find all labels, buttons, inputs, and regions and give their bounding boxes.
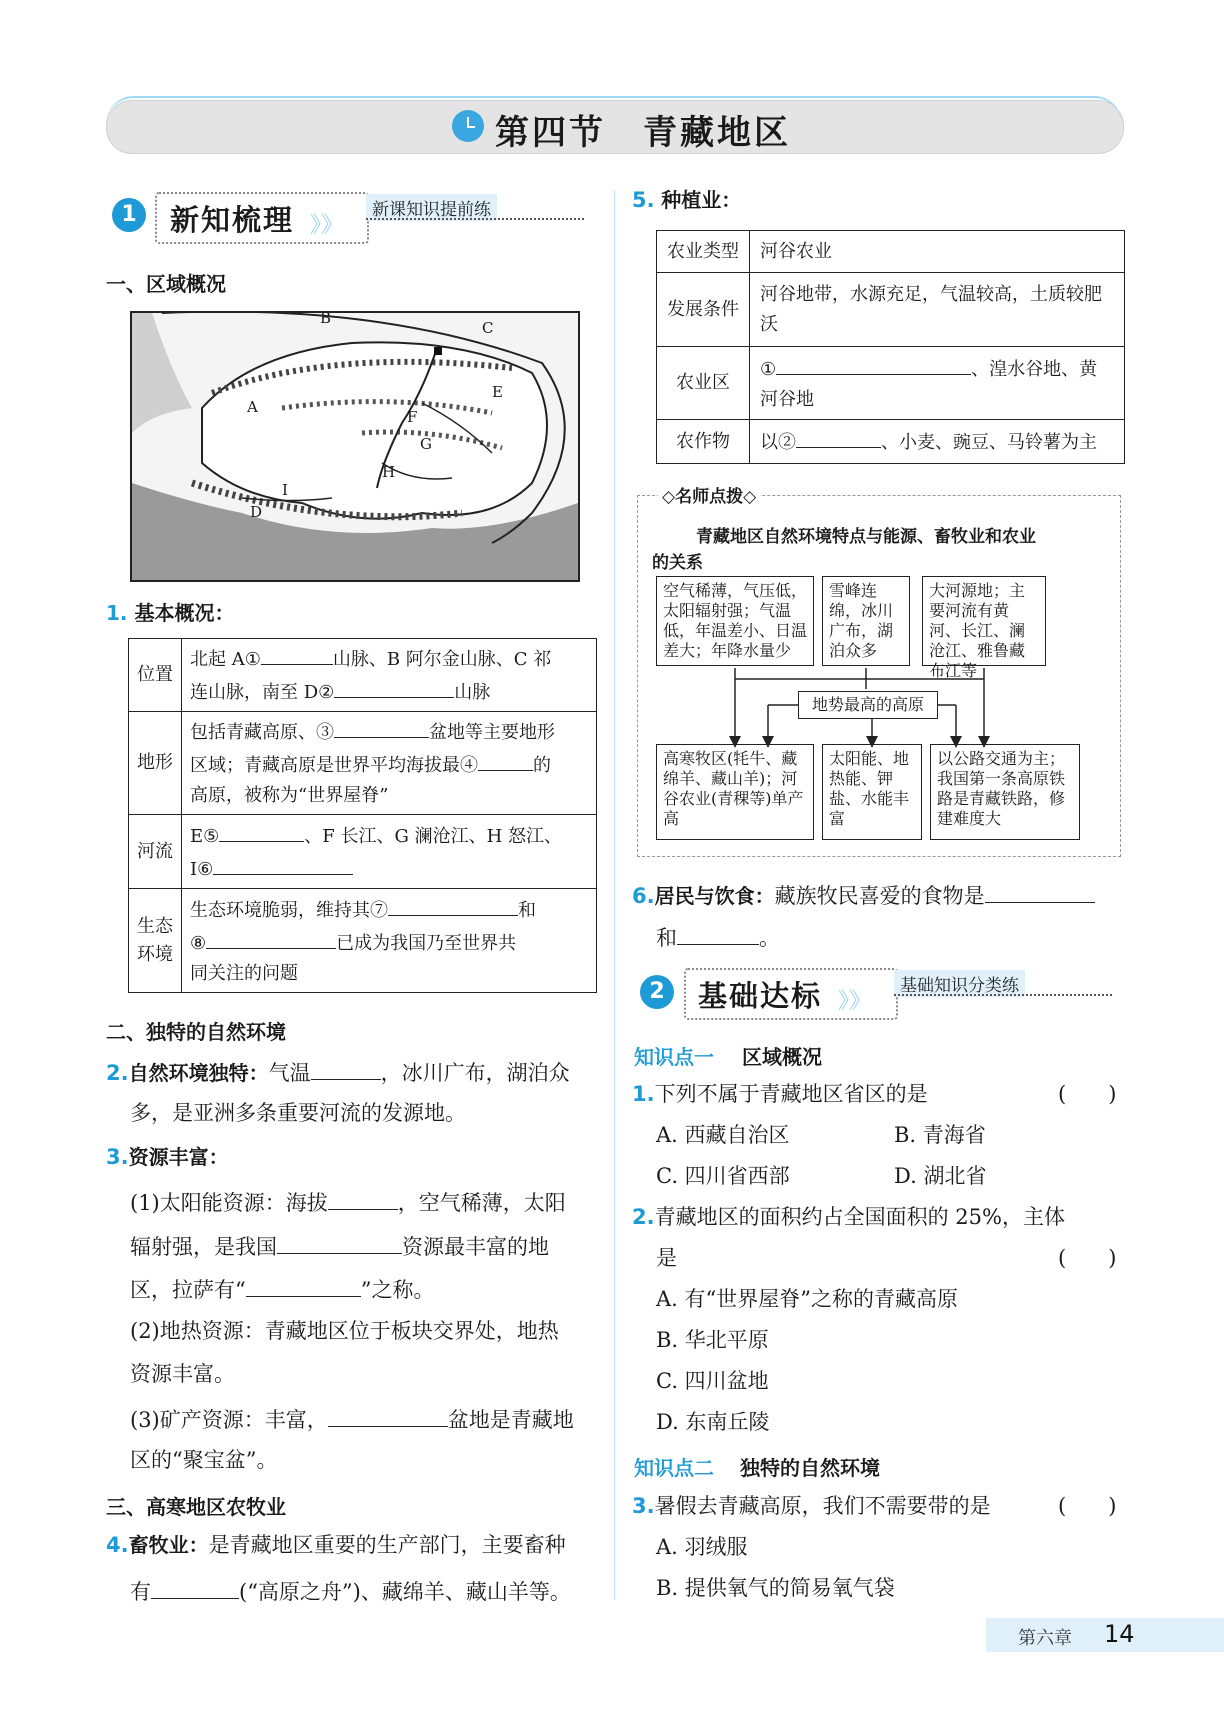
section-badge: 2 xyxy=(640,975,674,1009)
blank-1[interactable] xyxy=(261,642,333,665)
q3-part1-line1: (1)太阳能资源：海拔 ，空气稀薄，太阳 xyxy=(130,1187,610,1217)
map-label-i: I xyxy=(282,481,288,499)
row-label-rivers: 河流 xyxy=(129,815,182,889)
q3-part3-line1: (3)矿产资源：丰富， 盆地是青藏地 xyxy=(130,1404,610,1434)
question-6-cont: 和 。 xyxy=(656,922,780,952)
map-drawing xyxy=(132,313,578,580)
mc-1-option-b[interactable]: B. 青海省 xyxy=(894,1123,986,1147)
q3-part2-line1: (2)地热资源：青藏地区位于板块交界处，地热 xyxy=(130,1319,559,1343)
tip-heading-line2: 的关系 xyxy=(652,553,703,573)
tip-center-box: 地势最高的高原 xyxy=(798,691,938,719)
row-content-crops: 以② 、小麦、豌豆、马铃薯为主 xyxy=(750,420,1125,464)
mc-2-option-b[interactable]: B. 华北平原 xyxy=(656,1328,769,1352)
expert-tip-label: ◇名师点拨◇ xyxy=(658,482,760,507)
mc-3-answer[interactable]: ( ) xyxy=(1058,1494,1117,1518)
blank-3[interactable] xyxy=(334,715,429,738)
mc-2-option-a[interactable]: A. 有“世界屋脊”之称的青藏高原 xyxy=(656,1287,958,1311)
section-dots xyxy=(366,218,584,220)
blank-4[interactable] xyxy=(478,748,533,771)
section-dots xyxy=(894,994,1112,996)
tip-box-pastoral: 高寒牧区(牦牛、藏绵羊、藏山羊)；河谷农业(青稞等)单产高 xyxy=(656,744,814,840)
q3-part1-line2: 辐射强，是我国 资源最丰富的地 xyxy=(130,1231,610,1261)
map-label-e: E xyxy=(492,383,503,401)
heading-natural-environment: 二、独特的自然环境 xyxy=(106,1020,286,1044)
tip-box-transport: 以公路交通为主；我国第一条高原铁路是青藏铁路，修建难度大 xyxy=(930,744,1080,840)
planting-table xyxy=(656,230,1125,464)
mc-2-option-d[interactable]: D. 东南丘陵 xyxy=(656,1410,770,1434)
expert-tip-box xyxy=(637,487,1121,857)
tip-box-glaciers: 雪峰连绵，冰川广布，湖泊众多 xyxy=(822,576,910,666)
map-label-b: B xyxy=(320,311,332,327)
question-2: 2.自然环境独特：气温 ，冰川广布，湖泊众 xyxy=(106,1057,606,1087)
page-number: 14 xyxy=(1104,1620,1135,1648)
blank-food-2[interactable] xyxy=(677,922,759,945)
column-divider xyxy=(614,190,615,1600)
mc-2-option-c[interactable]: C. 四川盆地 xyxy=(656,1369,769,1393)
blank-altitude[interactable] xyxy=(328,1187,398,1210)
tip-heading-line1: 青藏地区自然环境特点与能源、畜牧业和农业 xyxy=(696,527,1036,547)
question-5: 5. 种植业： xyxy=(632,188,742,212)
row-content-rivers: E⑤ 、F 长江、G 澜沧江、H 怒江、 I⑥ xyxy=(182,815,597,889)
blank-crop[interactable] xyxy=(796,425,881,448)
row-label-location: 位置 xyxy=(129,639,182,712)
question-1-title: 1. 基本概况： xyxy=(106,601,235,625)
section-tag: 基础知识分类练 xyxy=(894,970,1025,997)
row-label-conditions: 发展条件 xyxy=(657,273,750,347)
question-4: 4.畜牧业：是青藏地区重要的生产部门，主要畜种 xyxy=(106,1533,566,1557)
row-content-location: 北起 A① 山脉、B 阿尔金山脉、C 祁 连山脉，南至 D② 山脉 xyxy=(182,639,597,712)
tip-box-energy: 太阳能、地热能、钾盐、水能丰富 xyxy=(822,744,922,840)
page-title: 第四节 青藏地区 xyxy=(495,113,791,153)
map-label-d: D xyxy=(250,503,263,521)
section-title: 基础达标 xyxy=(698,979,823,1013)
question-3: 3.资源丰富： xyxy=(106,1145,229,1169)
mc-3-option-b[interactable]: B. 提供氧气的简易氧气袋 xyxy=(656,1576,895,1600)
mc-2-cont: 是 xyxy=(656,1246,677,1270)
knowledge-point-1: 知识点一 区域概况 xyxy=(634,1045,822,1069)
row-label-ecology: 生态环境 xyxy=(129,889,182,993)
tip-box-rivers: 大河源地；主要河流有黄河、长江、澜沧江、雅鲁藏布江等 xyxy=(922,576,1046,666)
blank-valley[interactable] xyxy=(776,352,971,375)
blank-6[interactable] xyxy=(213,852,353,875)
blank-8[interactable] xyxy=(206,926,336,949)
question-6: 6.居民与饮食：藏族牧民喜爱的食物是 xyxy=(632,880,1122,910)
map-label-f: F xyxy=(407,408,418,426)
question-4-cont: 有 (“高原之舟”)、藏绵羊、藏山羊等。 xyxy=(130,1576,571,1606)
row-content-conditions: 河谷地带，水源充足，气温较高，土质较肥沃 xyxy=(750,273,1125,347)
row-label-terrain: 地形 xyxy=(129,712,182,815)
blank-yak[interactable] xyxy=(151,1576,239,1599)
tip-connectors xyxy=(638,496,1120,856)
blank-7[interactable] xyxy=(388,893,518,916)
q3-part3-line2: 区的“聚宝盆”。 xyxy=(130,1448,278,1472)
knowledge-point-2: 知识点二 独特的自然环境 xyxy=(634,1456,880,1480)
map-label-c: C xyxy=(482,319,494,337)
blank-temp[interactable] xyxy=(311,1057,381,1080)
mc-1-option-c[interactable]: C. 四川省西部 xyxy=(656,1164,790,1188)
q3-part2-line2: 资源丰富。 xyxy=(130,1362,235,1386)
mc-1-option-d[interactable]: D. 湖北省 xyxy=(894,1164,987,1188)
q3-part1-line3: 区，拉萨有“ ”之称。 xyxy=(130,1274,435,1304)
mc-1-answer[interactable]: ( ) xyxy=(1058,1082,1117,1106)
section-badge: 1 xyxy=(112,198,146,232)
mc-1-option-a[interactable]: A. 西藏自治区 xyxy=(656,1123,790,1147)
row-label-crops: 农作物 xyxy=(657,420,750,464)
row-content-ecology: 生态环境脆弱，维持其⑦ 和 ⑧ 已成为我国乃至世界共 同关注的问题 xyxy=(182,889,597,993)
row-content-area: ① 、湟水谷地、黄 河谷地 xyxy=(750,347,1125,420)
blank-food-1[interactable] xyxy=(985,880,1095,903)
heading-region-overview: 一、区域概况 xyxy=(106,272,226,296)
region-map xyxy=(130,311,580,582)
map-label-a: A xyxy=(247,398,258,416)
blank-5[interactable] xyxy=(219,819,304,842)
heading-agriculture: 三、高寒地区农牧业 xyxy=(106,1495,286,1519)
mc-3: 3.暑假去青藏高原，我们不需要带的是 xyxy=(632,1494,991,1518)
tip-box-climate: 空气稀薄，气压低，太阳辐射强；气温低，年温差小、日温差大；年降水量少 xyxy=(656,576,814,666)
blank-lhasa[interactable] xyxy=(246,1274,361,1297)
overview-table xyxy=(128,638,597,993)
mc-2: 2.青藏地区的面积约占全国面积的 25%，主体 xyxy=(632,1205,1065,1229)
mc-3-option-a[interactable]: A. 羽绒服 xyxy=(656,1535,748,1559)
clock-icon xyxy=(452,110,484,142)
row-content-type: 河谷农业 xyxy=(750,231,1125,273)
section-tag: 新课知识提前练 xyxy=(366,194,497,221)
mc-2-answer[interactable]: ( ) xyxy=(1058,1246,1117,1270)
map-label-h: H xyxy=(382,463,396,481)
blank-basin[interactable] xyxy=(328,1404,448,1427)
chevrons-icon: 》》 xyxy=(838,989,872,1014)
row-label-type: 农业类型 xyxy=(657,231,750,273)
mc-1: 1.下列不属于青藏地区省区的是 xyxy=(632,1082,928,1106)
row-label-area: 农业区 xyxy=(657,347,750,420)
row-content-terrain: 包括青藏高原、③ 盆地等主要地形 区域；青藏高原是世界平均海拔最④ 的 高原，被称为“世界屋脊” xyxy=(182,712,597,815)
blank-2[interactable] xyxy=(334,675,454,698)
question-2-cont: 多，是亚洲多条重要河流的发源地。 xyxy=(130,1101,466,1125)
chevrons-icon: 》》 xyxy=(310,213,344,238)
blank-resource[interactable] xyxy=(277,1231,402,1254)
footer-chapter: 第六章 xyxy=(1018,1628,1072,1649)
map-label-g: G xyxy=(420,435,432,453)
section-title: 新知梳理 xyxy=(170,203,295,237)
